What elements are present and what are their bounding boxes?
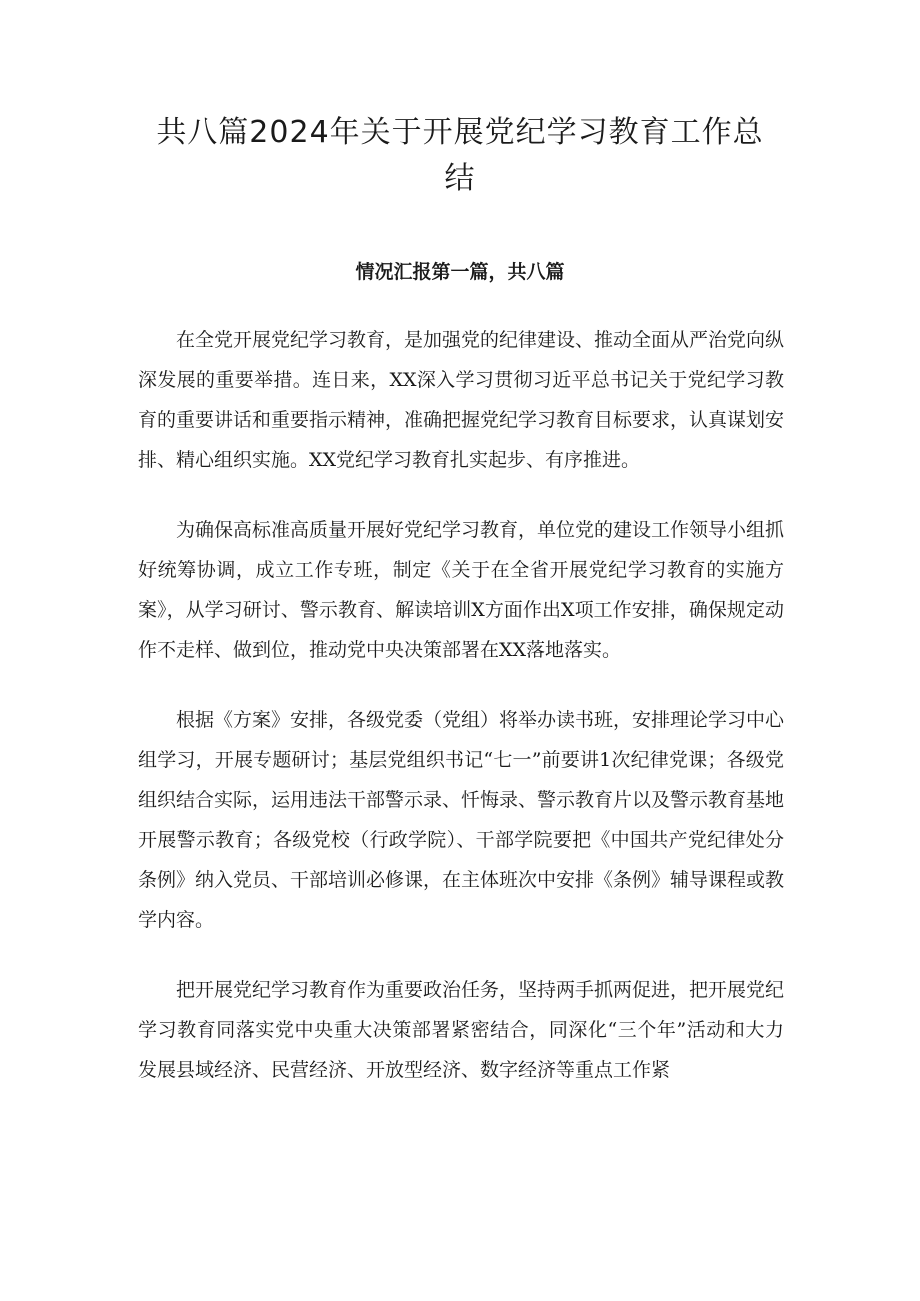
- paragraph: 把开展党纪学习教育作为重要政治任务，坚持两手抓两促进，把开展党纪学习教育同落实党中央重大决策部署紧密结合，同深化“三个年”活动和大力发展县域经济、民营经济、开放型经济、数字经济等重点工作紧: [138, 979, 785, 1081]
- document-title: 共八篇2024年关于开展党纪学习教育工作总结: [156, 115, 764, 196]
- section-heading: 情况汇报第一篇，共八篇: [355, 261, 565, 283]
- paragraph: 为确保高标准高质量开展好党纪学习教育，单位党的建设工作领导小组抓好统筹协调，成立工作专班，制定《关于在全省开展党纪学习教育的实施方案》，从学习研讨、警示教育、解读培训X方面作出X项工作安排，确保规定动作不走样、做到位，推动党中央决策部署在XX落地落实。: [138, 519, 785, 661]
- document-body: [138, 320, 784, 1120]
- paragraph: 根据《方案》安排，各级党委（党组）将举办读书班，安排理论学习中心组学习，开展专题研讨；基层党组织书记“七一”前要讲1次纪律党课；各级党组织结合实际，运用违法干部警示录、忏悔录、警示教育片以及警示教育基地开展警示教育；各级党校（行政学院）、干部学院要把《中国共产党纪律处分条例》纳入党员、干部培训必修课，在主体班次中安排《条例》辅导课程或教学内容。: [138, 709, 785, 931]
- paragraph: 在全党开展党纪学习教育，是加强党的纪律建设、推动全面从严治党向纵深发展的重要举措。连日来，XX深入学习贯彻习近平总书记关于党纪学习教育的重要讲话和重要指示精神，准确把握党纪学习教育目标要求，认真谋划安排、精心组织实施。XX党纪学习教育扎实起步、有序推进。: [138, 329, 785, 471]
